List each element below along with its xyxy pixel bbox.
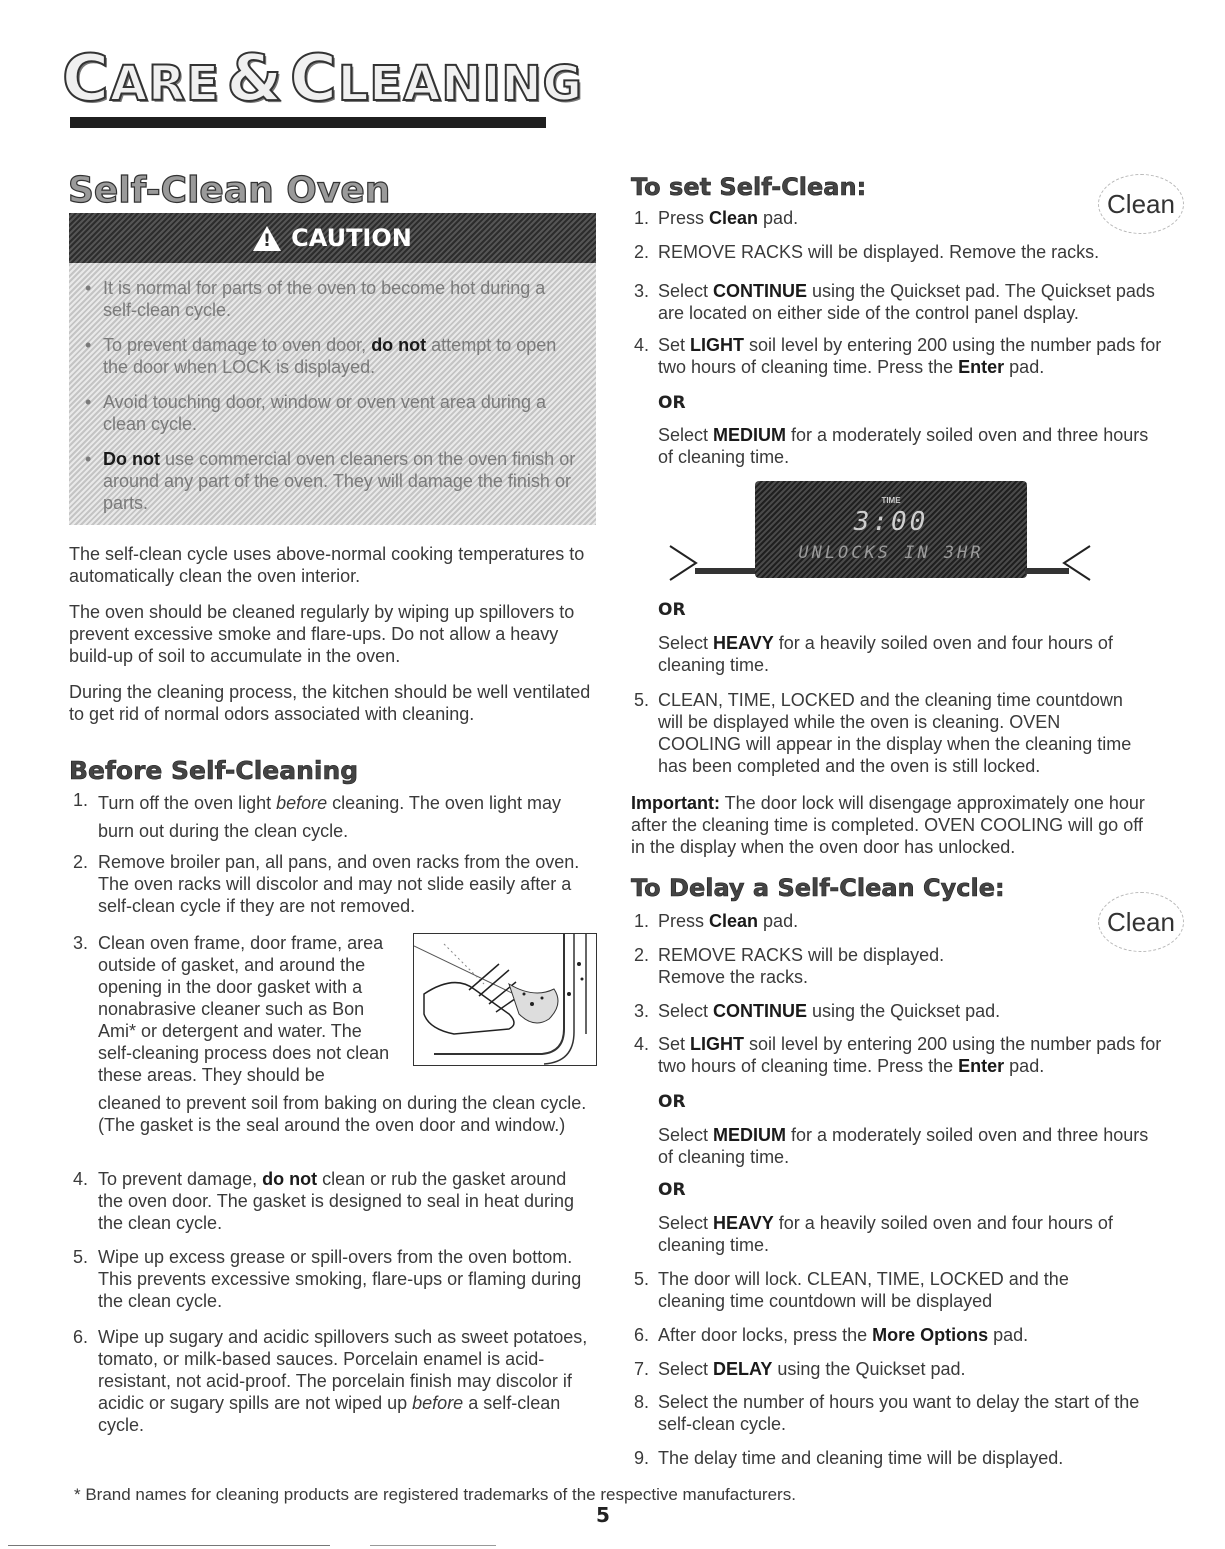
before-item-1: 1. Turn off the oven light before cleaning. The oven light may burn out during the clean cycle. [73, 790, 561, 841]
display-time-label: TIME [881, 496, 901, 505]
delay-self-clean-heading: To Delay a Self-Clean Cycle: [631, 874, 1005, 902]
display-time-readout: 3:00 [853, 507, 929, 537]
warning-icon: ! [253, 226, 281, 251]
intro-paragraph: The self-clean cycle uses above-normal cooking temperatures to automatically clean the oven interior. [69, 544, 585, 586]
arrow-left-icon [1062, 544, 1092, 587]
footer-rule [8, 1545, 330, 1546]
intro-paragraph: The oven should be cleaned regularly by wiping up spillovers to prevent excessive smoke and flare-ups. Do not allow a heavy build-up of soil to accumulate in the oven. [69, 602, 575, 666]
arrow-right-icon [668, 544, 698, 587]
set-self-clean-heading: To set Self-Clean: [631, 173, 867, 201]
control-panel-display [755, 481, 1027, 578]
header-underline [70, 117, 546, 128]
set-heavy-option: Select HEAVY for a heavily soiled oven and four hours of cleaning time. [658, 633, 1113, 675]
delay-medium-option: Select MEDIUM for a moderately soiled oven and three hours of cleaning time. [658, 1125, 1149, 1167]
caution-item: • Do not use commercial oven cleaners on the oven finish or around any part of the oven. They will damage the finish or parts. [83, 448, 583, 514]
caution-box [69, 213, 596, 525]
caution-item: • It is normal for parts of the oven to become hot during a self-clean cycle. [83, 277, 583, 321]
delay-heavy-option: Select HEAVY for a heavily soiled oven and four hours of cleaning time. [658, 1213, 1113, 1255]
caution-label: CAUTION [291, 224, 412, 252]
clean-pad-button[interactable]: Clean [1098, 892, 1184, 952]
caution-list [83, 277, 583, 527]
display-message: UNLOCKS IN 3HR [798, 543, 984, 563]
page-header-title: CARE & CLEANING [62, 42, 583, 116]
trademark-footnote: * Brand names for cleaning products are registered trademarks of the respective manufacturers. [74, 1485, 796, 1504]
or-separator: OR [658, 1180, 686, 1200]
footer-rule [370, 1545, 496, 1546]
caution-item: • Avoid touching door, window or oven vent area during a clean cycle. [83, 391, 583, 435]
important-note: Important: The door lock will disengage approximately one hour after the cleaning time is completed. OVEN COOLING will go off in the display when the oven door has unlocked. [631, 793, 1145, 857]
self-clean-heading: Self-Clean Oven [68, 170, 391, 211]
or-separator: OR [658, 393, 686, 413]
or-separator: OR [658, 1092, 686, 1112]
page-number: 5 [596, 1503, 610, 1527]
gasket-cleaning-illustration [413, 933, 597, 1066]
set-medium-option: Select MEDIUM for a moderately soiled oven and three hours of cleaning time. [658, 425, 1149, 467]
clean-pad-button[interactable]: Clean [1098, 174, 1184, 234]
caution-item: • To prevent damage to oven door, do not attempt to open the door when LOCK is displayed. [83, 334, 583, 378]
before-self-cleaning-heading: Before Self-Cleaning [69, 756, 359, 785]
intro-paragraph: During the cleaning process, the kitchen should be well ventilated to get rid of normal odors associated with cleaning. [69, 682, 591, 724]
display-pointer-line [695, 568, 757, 574]
or-separator: OR [658, 600, 686, 620]
